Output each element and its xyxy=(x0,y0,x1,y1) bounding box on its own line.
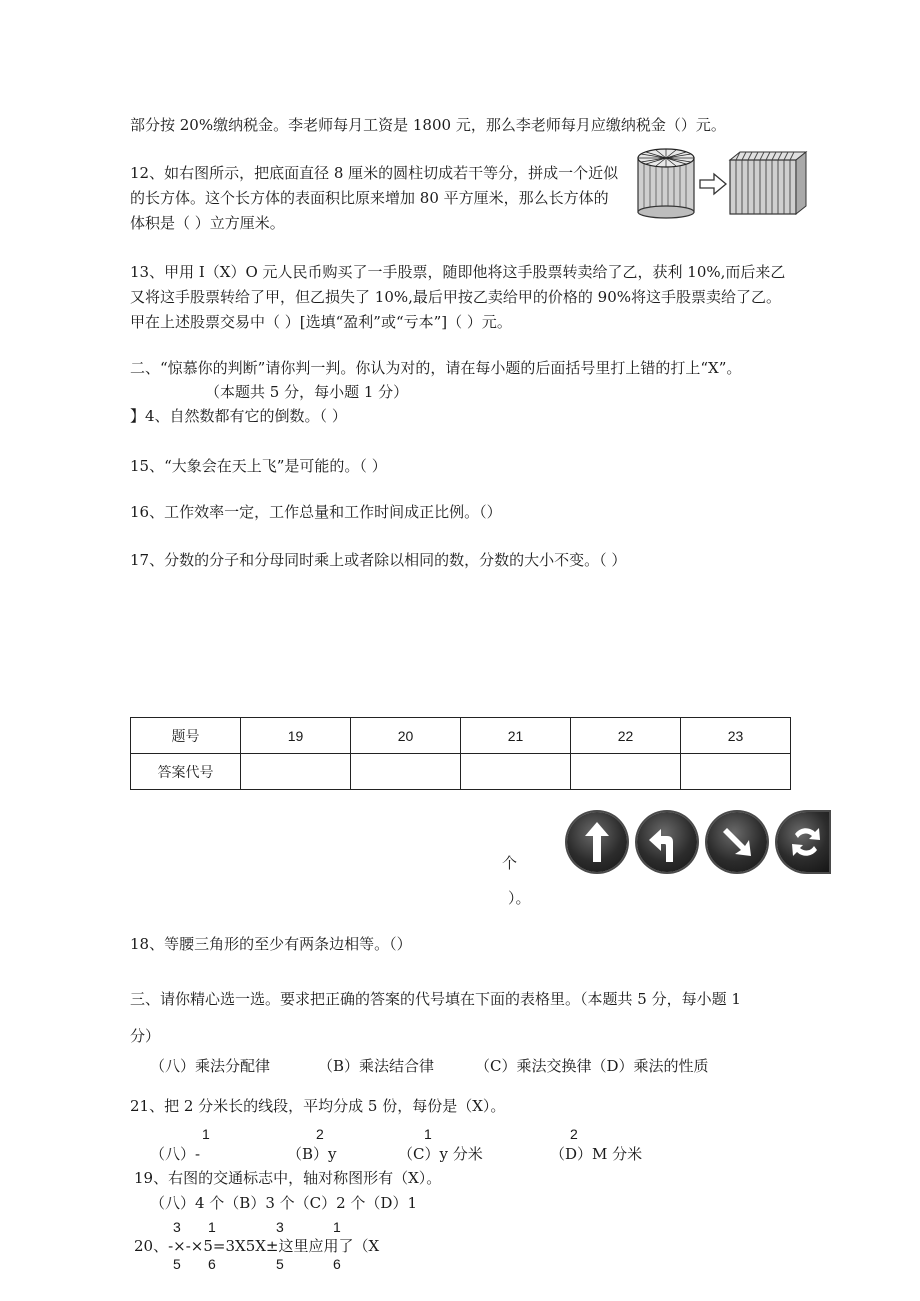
q19-text: 19、右图的交通标志中，轴对称图形有（X）。 xyxy=(134,1169,442,1187)
q15: 15、“大象会在天上飞”是可能的。（ ） xyxy=(130,457,387,475)
question-number-cell: 20 xyxy=(350,718,460,754)
q17: 17、分数的分子和分母同时乘上或者除以相同的数，分数的大小不变。（ ） xyxy=(130,551,627,569)
left-turn-sign-icon xyxy=(637,812,697,872)
q13-line3: 甲在上述股票交易中（ ）[选填“盈利”或“亏本”]（ ）元。 xyxy=(130,313,512,331)
answer-table xyxy=(130,717,791,790)
q20-text: 20、-×-×5=3X5X±这里应用了（X xyxy=(134,1237,380,1255)
q20-numerator: 1 xyxy=(333,1219,341,1235)
answer-cell[interactable] xyxy=(460,754,570,790)
q21-option-c: （C）y 分米 xyxy=(398,1145,483,1163)
q21-option-b: （B）y xyxy=(287,1145,337,1163)
question-number-cell: 22 xyxy=(570,718,680,754)
answer-cell[interactable] xyxy=(240,754,350,790)
straight-arrow-sign-icon xyxy=(567,812,627,872)
q20-denominator: 6 xyxy=(333,1256,341,1272)
table-row xyxy=(131,754,791,790)
diagonal-arrow-sign-icon xyxy=(707,812,767,872)
q20-numerator: 3 xyxy=(173,1219,181,1235)
intro-line: 部分按 20%缴纳税金。李老师每月工资是 1800 元，那么李老师每月应缴纳税金（）元。 xyxy=(130,116,726,134)
law-option-cd: （C）乘法交换律（D）乘法的性质 xyxy=(475,1057,709,1075)
q20-denominator: 6 xyxy=(208,1256,216,1272)
question-number-cell: 21 xyxy=(460,718,570,754)
answer-cell[interactable] xyxy=(570,754,680,790)
section2-heading: 二、“惊慕你的判断”请你判一判。你认为对的，请在每小题的后面括号里打上错的打上“X”。 xyxy=(130,359,742,377)
table-header-label: 题号 xyxy=(131,718,241,754)
q21-numerator-c: 1 xyxy=(424,1126,432,1142)
q20-denominator: 5 xyxy=(173,1256,181,1272)
q21-text: 21、把 2 分米长的线段，平均分成 5 份，每份是（X）。 xyxy=(130,1097,506,1115)
roundabout-sign-icon xyxy=(777,812,829,872)
section2-note: （本题共 5 分，每小题 1 分） xyxy=(205,383,409,401)
q21-numerator-a: 1 xyxy=(202,1126,210,1142)
cylinder-icon xyxy=(638,149,694,218)
q21-numerator-d: 2 xyxy=(570,1126,578,1142)
answer-cell[interactable] xyxy=(680,754,790,790)
section3-heading: 三、请你精心选一选。要求把正确的答案的代号填在下面的表格里。（本题共 5 分，每小题 1 xyxy=(130,990,741,1008)
stray-close: ）。 xyxy=(508,889,531,907)
cuboid-icon xyxy=(730,152,806,214)
q21-numerator-b: 2 xyxy=(316,1126,324,1142)
q12-line1: 12、如右图所示，把底面直径 8 厘米的圆柱切成若干等分，拼成一个近似 xyxy=(130,164,619,182)
cylinder-figure xyxy=(636,146,808,220)
q20-numerator: 3 xyxy=(276,1219,284,1235)
q21-option-d: （D）M 分米 xyxy=(550,1145,643,1163)
q18: 18、等腰三角形的至少有两条边相等。（） xyxy=(130,935,412,953)
q14: 】4、自然数都有它的倒数。（ ） xyxy=(130,407,347,425)
q13-line1: 13、甲用 I（X）O 元人民币购买了一手股票，随即他将这手股票转卖给了乙，获利 10%,而后来乙 xyxy=(130,263,786,281)
q20-numerator: 1 xyxy=(208,1219,216,1235)
q19-options: （八）4 个（B）3 个（C）2 个（D）1 xyxy=(150,1194,418,1212)
table-row xyxy=(131,718,791,754)
law-option-a: （八）乘法分配律 xyxy=(150,1057,271,1075)
section3-heading-cont: 分） xyxy=(130,1027,161,1045)
q12-line2: 的长方体。这个长方体的表面积比原来增加 80 平方厘米，那么长方体的 xyxy=(130,189,609,207)
q20-denominator: 5 xyxy=(276,1256,284,1272)
q21-option-a: （八）- xyxy=(150,1145,201,1163)
answer-code-label: 答案代号 xyxy=(131,754,241,790)
law-option-b: （B）乘法结合律 xyxy=(318,1057,435,1075)
q12-line3: 体积是（ ）立方厘米。 xyxy=(130,214,285,232)
question-number-cell: 23 xyxy=(680,718,790,754)
q13-line2: 又将这手股票转给了甲，但乙损失了 10%,最后甲按乙卖给甲的价格的 90%将这手股票卖给了乙。 xyxy=(130,288,781,306)
question-number-cell: 19 xyxy=(240,718,350,754)
stray-ge: 个 xyxy=(502,854,518,872)
arrow-right-icon xyxy=(700,174,726,194)
q16: 16、工作效率一定，工作总量和工作时间成正比例。（） xyxy=(130,503,502,521)
answer-cell[interactable] xyxy=(350,754,460,790)
